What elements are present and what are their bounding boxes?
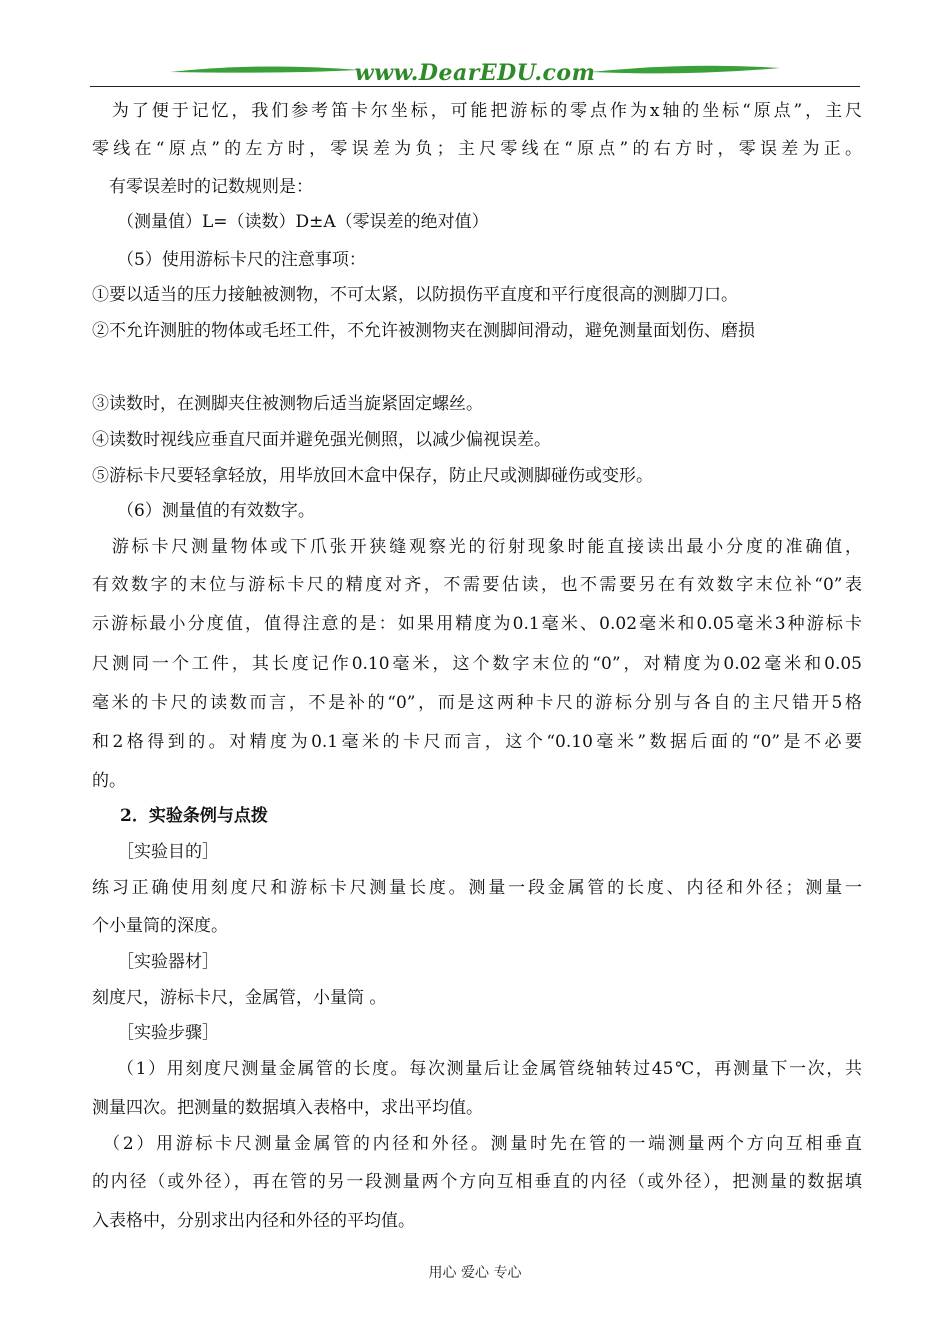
text-line: （1）用刻度尺测量金属管的长度。每次测量后让金属管绕轴转过45℃，再测量下一次，共 [117, 1059, 862, 1079]
text-line: 零线在“原点”的左方时，零误差为负；主尺零线在“原点”的右方时，零误差为正。 [92, 139, 862, 159]
text-line: 尺测同一个工件，其长度记作0.10毫米，这个数字末位的“0”，对精度为0.02毫米和0.05 [92, 654, 862, 674]
page-footer: 用心 爱心 专心 [428, 1265, 522, 1281]
text-line: ［实验目的］ [117, 842, 219, 862]
text-line: ④读数时视线应垂直尺面并避免强光侧照，以减少偏视误差。 [92, 430, 551, 450]
text-line: ［实验器材］ [117, 952, 219, 972]
text-line: 刻度尺，游标卡尺，金属管，小量筒 。 [92, 988, 387, 1008]
text-line: （5）使用游标卡尺的注意事项： [117, 250, 366, 270]
section-heading: 2．实验条例与点拨 [120, 806, 268, 826]
text-line: ⑤游标卡尺要轻拿轻放，用毕放回木盒中保存，防止尺或测脚碰伤或变形。 [92, 466, 653, 486]
text-line: 有零误差时的记数规则是： [92, 177, 313, 197]
text-line: 和2格得到的。对精度为0.1毫米的卡尺而言，这个“0.10毫米”数据后面的“0”是不必要 [92, 732, 862, 752]
text-line: 个小量筒的深度。 [92, 916, 228, 936]
text-line: （6）测量值的有效数字。 [117, 501, 315, 521]
text-line: 有效数字的末位与游标卡尺的精度对齐，不需要估读，也不需要另在有效数字末位补“0”表 [92, 575, 862, 595]
text-line: ①要以适当的压力接触被测物，不可太紧，以防损伤平直度和平行度很高的测脚刀口。 [92, 285, 738, 305]
text-line: （2）用游标卡尺测量金属管的内径和外径。测量时先在管的一端测量两个方向互相垂直 [92, 1134, 862, 1154]
text-line: 练习正确使用刻度尺和游标卡尺测量长度。测量一段金属管的长度、内径和外径；测量一 [92, 878, 862, 898]
text-line: ②不允许测脏的物体或毛坯工件，不允许被测物夹在测脚间滑动，避免测量面划伤、磨损 [92, 321, 755, 341]
text-line: 为了便于记忆，我们参考笛卡尔坐标，可能把游标的零点作为x轴的坐标“原点”，主尺 [92, 101, 862, 121]
header-rule [90, 86, 860, 87]
text-line: ［实验步骤］ [117, 1023, 219, 1043]
text-line: 毫米的卡尺的读数而言，不是补的“0”，而是这两种卡尺的游标分别与各自的主尺错开5格 [92, 693, 862, 713]
text-line: 入表格中，分别求出内径和外径的平均值。 [92, 1211, 415, 1231]
text-line: 的。 [92, 771, 126, 791]
text-line: 示游标最小分度值，值得注意的是：如果用精度为0.1毫米、0.02毫米和0.05毫米3种游标卡 [92, 614, 862, 634]
text-line: （测量值）L=（读数）D±A（零误差的绝对值） [117, 212, 489, 232]
text-line: 游标卡尺测量物体或下爪张开狭缝观察光的衍射现象时能直接读出最小分度的准确值， [92, 537, 862, 557]
site-logo-text: www.DearEDU.com [354, 60, 596, 86]
text-line: 测量四次。把测量的数据填入表格中，求出平均值。 [92, 1098, 483, 1118]
text-line: ③读数时，在测脚夹住被测物后适当旋紧固定螺丝。 [92, 394, 483, 414]
text-line: 的内径（或外径），再在管的另一段测量两个方向互相垂直的内径（或外径），把测量的数据填 [92, 1172, 862, 1192]
